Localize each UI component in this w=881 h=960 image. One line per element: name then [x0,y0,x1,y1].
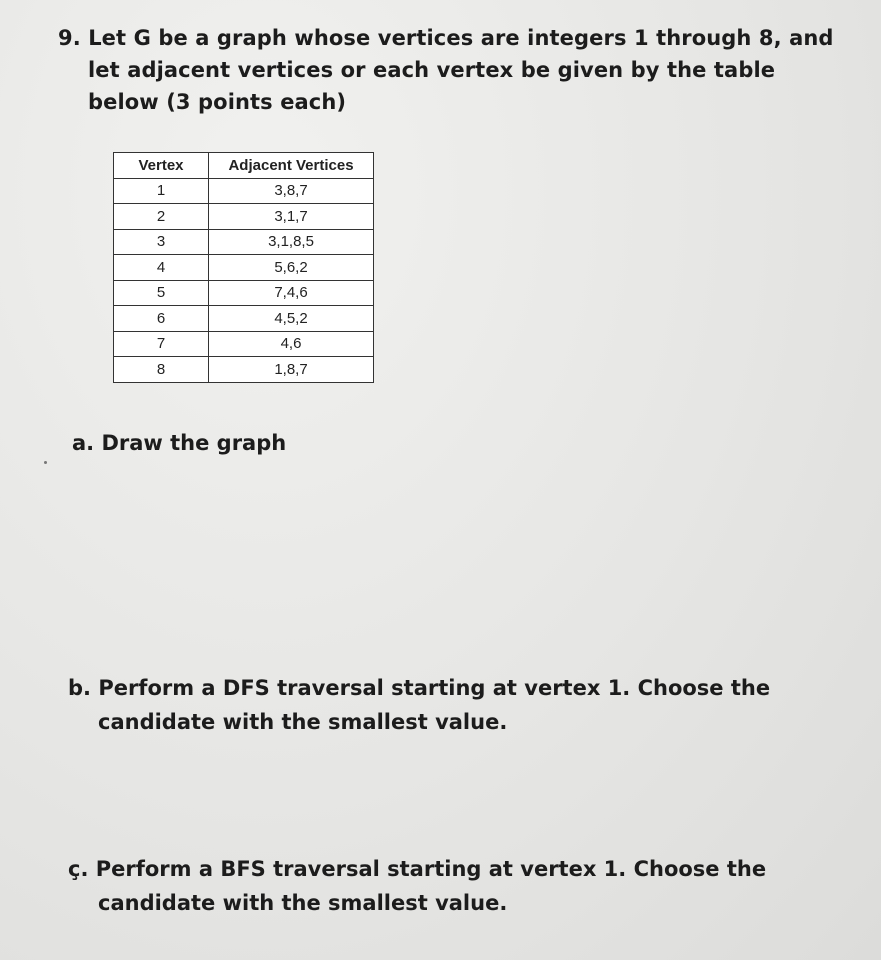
table-row [114,331,374,357]
part-b-line-2: candidate with the smallest value. [98,710,508,734]
question-prompt [58,22,834,118]
adjacent-cell: 3,1,8,5 [209,229,374,255]
part-b-line-1: b. Perform a DFS traversal starting at vertex 1. Choose the [68,676,771,700]
vertex-cell: 6 [114,306,209,332]
adjacent-cell: 3,1,7 [209,204,374,230]
table-row [114,255,374,281]
table-row [114,306,374,332]
vertex-cell: 7 [114,331,209,357]
part-c-bfs [68,852,766,920]
part-c-line-2: candidate with the smallest value. [98,891,508,915]
adjacent-cell: 4,5,2 [209,306,374,332]
adjacency-table [113,152,374,383]
question-line-1: 9. Let G be a graph whose vertices are integers 1 through 8, and [58,26,834,50]
stray-mark [44,461,47,464]
table-row [114,204,374,230]
table-header-row [114,153,374,179]
question-line-3: below (3 points each) [88,90,347,114]
adjacent-cell: 3,8,7 [209,178,374,204]
vertex-cell: 5 [114,280,209,306]
adjacent-cell: 5,6,2 [209,255,374,281]
vertex-cell: 1 [114,178,209,204]
part-a-draw-graph [72,426,286,460]
header-vertex: Vertex [114,153,209,179]
adjacent-cell: 4,6 [209,331,374,357]
vertex-cell: 4 [114,255,209,281]
vertex-cell: 8 [114,357,209,383]
table-row [114,229,374,255]
table-row [114,178,374,204]
question-line-2: let adjacent vertices or each vertex be given by the table [88,58,776,82]
adjacent-cell: 1,8,7 [209,357,374,383]
table-row [114,357,374,383]
part-b-dfs [68,671,770,739]
part-c-line-1: ç. Perform a BFS traversal starting at vertex 1. Choose the [68,857,767,881]
table-row [114,280,374,306]
header-adjacent-vertices: Adjacent Vertices [209,153,374,179]
vertex-cell: 2 [114,204,209,230]
vertex-cell: 3 [114,229,209,255]
part-a-line-1: a. Draw the graph [72,431,287,455]
adjacent-cell: 7,4,6 [209,280,374,306]
